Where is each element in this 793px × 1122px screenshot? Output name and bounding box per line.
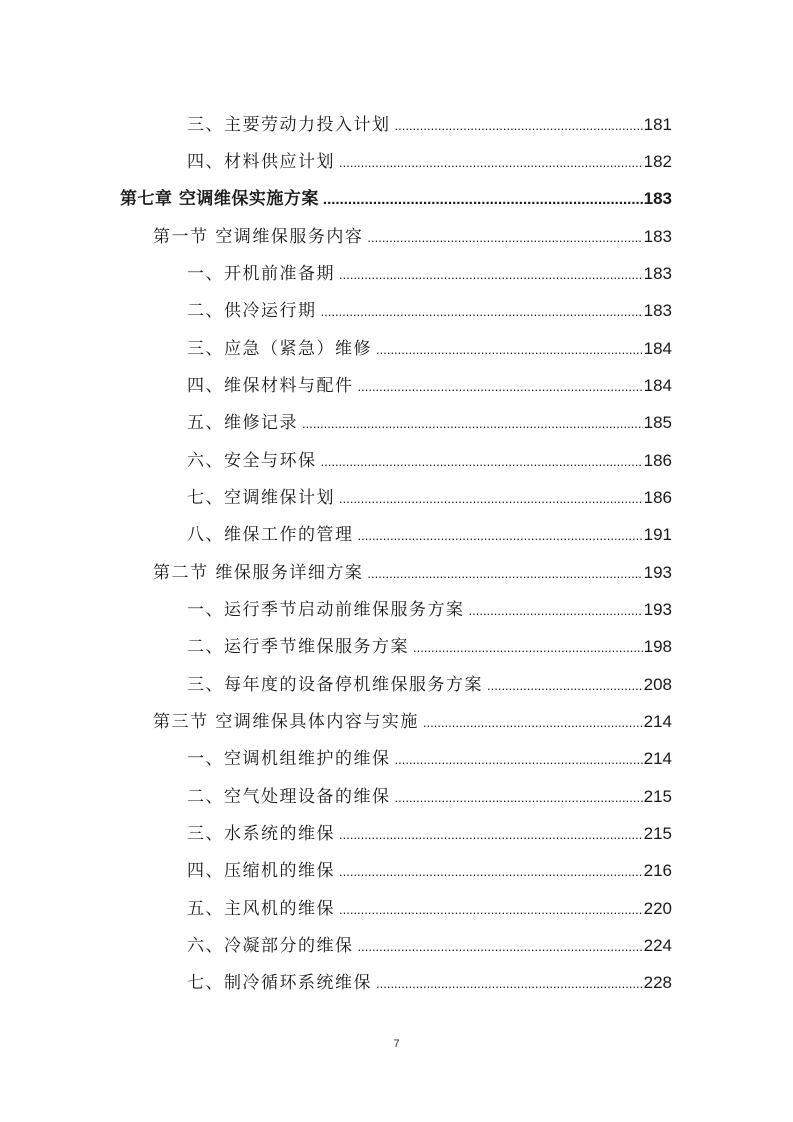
dot-leader (321, 454, 643, 469)
toc-entry-title: 七、空调维保计划 (187, 488, 335, 508)
toc-entry[interactable] (187, 670, 672, 694)
toc-entry-title: 第二节 维保服务详细方案 (153, 563, 364, 583)
toc-section-entry[interactable] (153, 558, 672, 582)
toc-entry-page: 215 (643, 824, 672, 843)
dot-leader (358, 379, 643, 394)
toc-entry-page: 224 (643, 936, 672, 955)
toc-entry[interactable] (187, 894, 672, 918)
toc-entry-page: 185 (643, 413, 672, 432)
toc-entry[interactable] (187, 968, 672, 992)
toc-entry-title: 六、冷凝部分的维保 (187, 936, 354, 956)
dot-leader (339, 491, 643, 506)
toc-entry-title: 四、压缩机的维保 (187, 861, 335, 881)
dot-leader (302, 416, 643, 431)
toc-entry[interactable] (187, 744, 672, 768)
dot-leader (376, 342, 643, 357)
dot-leader (358, 939, 643, 954)
toc-section-entry[interactable] (153, 222, 672, 246)
toc-entry[interactable] (187, 334, 672, 358)
dot-leader (376, 976, 643, 991)
toc-section-entry[interactable] (153, 707, 672, 731)
dot-leader (367, 230, 642, 245)
toc-entry[interactable] (187, 147, 672, 171)
dot-leader (395, 752, 643, 767)
toc-entry-page: 183 (643, 189, 672, 208)
toc-entry-title: 三、主要劳动力投入计划 (187, 115, 391, 135)
toc-entry-title: 三、每年度的设备停机维保服务方案 (187, 675, 483, 695)
dot-leader (339, 267, 643, 282)
toc-entry-page: 181 (643, 115, 672, 134)
toc-entry-page: 184 (643, 376, 672, 395)
toc-entry-page: 186 (643, 488, 672, 507)
dot-leader (358, 528, 643, 543)
toc-entry-title: 一、运行季节启动前维保服务方案 (187, 600, 465, 620)
toc-entry-page: 214 (643, 712, 672, 731)
dot-leader (423, 715, 643, 730)
dot-leader (339, 864, 643, 879)
toc-entry-title: 第三节 空调维保具体内容与实施 (153, 712, 419, 732)
toc-entry-title: 八、维保工作的管理 (187, 525, 354, 545)
toc-entry[interactable] (187, 483, 672, 507)
toc-entry[interactable] (187, 408, 672, 432)
toc-chapter-entry[interactable] (120, 184, 672, 208)
toc-entry[interactable] (187, 856, 672, 880)
dot-leader (321, 304, 643, 319)
toc-entry[interactable] (187, 446, 672, 470)
toc-entry-title: 七、制冷循环系统维保 (187, 973, 372, 993)
toc-entry-page: 193 (643, 600, 672, 619)
toc-entry-title: 二、供冷运行期 (187, 301, 317, 321)
toc-entry[interactable] (187, 931, 672, 955)
toc-entry-page: 182 (643, 152, 672, 171)
dot-leader (487, 678, 643, 693)
toc-entry[interactable] (187, 520, 672, 544)
dot-leader (395, 118, 643, 133)
toc-entry-title: 五、主风机的维保 (187, 899, 335, 919)
toc-entry-title: 四、维保材料与配件 (187, 376, 354, 396)
dot-leader (339, 902, 643, 917)
dot-leader (413, 640, 643, 655)
toc-entry-title: 五、维修记录 (187, 413, 298, 433)
toc-entry-title: 二、空气处理设备的维保 (187, 787, 391, 807)
toc-entry-page: 198 (643, 637, 672, 656)
dot-leader (395, 790, 643, 805)
toc-entry-title: 四、材料供应计划 (187, 152, 335, 172)
toc-entry-page: 183 (643, 264, 672, 283)
page-number: 7 (393, 1038, 400, 1050)
toc-entry-page: 214 (643, 749, 672, 768)
toc-entry-page: 184 (643, 339, 672, 358)
dot-leader (367, 566, 642, 581)
toc-entry-title: 一、空调机组维护的维保 (187, 749, 391, 769)
toc-entry-title: 三、应急（紧急）维修 (187, 339, 372, 359)
toc-entry-page: 208 (643, 675, 672, 694)
toc-entry-title: 三、水系统的维保 (187, 824, 335, 844)
toc-entry-page: 228 (643, 973, 672, 992)
toc-entry-page: 215 (643, 787, 672, 806)
toc-entry[interactable] (187, 595, 672, 619)
dot-leader (339, 827, 643, 842)
toc-entry-page: 193 (643, 563, 672, 582)
dot-leader (469, 603, 643, 618)
toc-entry-page: 191 (643, 525, 672, 544)
toc-entry[interactable] (187, 782, 672, 806)
toc-entry-page: 216 (643, 861, 672, 880)
toc-entry[interactable] (187, 632, 672, 656)
toc-entry-title: 六、安全与环保 (187, 451, 317, 471)
toc-entry-page: 220 (643, 899, 672, 918)
toc-entry-page: 183 (643, 227, 672, 246)
toc-entry[interactable] (187, 110, 672, 134)
toc-entry[interactable] (187, 296, 672, 320)
toc-entry-title: 一、开机前准备期 (187, 264, 335, 284)
toc-entry[interactable] (187, 371, 672, 395)
toc-entry-title: 二、运行季节维保服务方案 (187, 637, 409, 657)
toc-entry-title: 第一节 空调维保服务内容 (153, 227, 364, 247)
dot-leader (339, 155, 643, 170)
toc-entry-title: 第七章 空调维保实施方案 (120, 189, 319, 209)
toc-entry[interactable] (187, 819, 672, 843)
toc-entry[interactable] (187, 259, 672, 283)
toc-entry-page: 186 (643, 451, 672, 470)
toc-entry-page: 183 (643, 301, 672, 320)
dot-leader (323, 191, 643, 208)
